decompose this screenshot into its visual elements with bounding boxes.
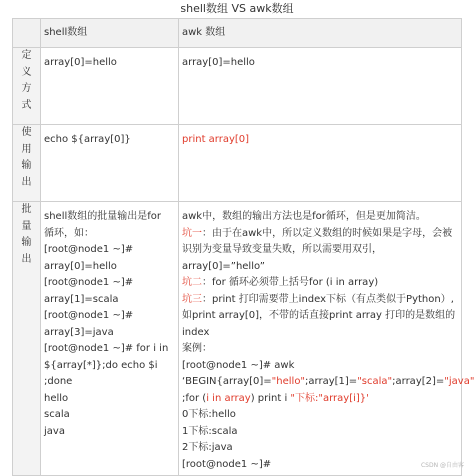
label-char: 出 [16, 252, 37, 269]
table-header-row [13, 19, 462, 48]
code-line: 循环，如： [44, 226, 175, 243]
code-line: ${array[*]};do echo $i [44, 358, 175, 375]
output-line: 2下标:java [182, 440, 458, 457]
header-awk: awk 数组 [179, 19, 462, 48]
code-line: [root@node1 ~]# [44, 275, 175, 292]
code-fragment: ;array[2]= [392, 376, 444, 387]
pit-two [182, 275, 458, 292]
shell-definition-cell: array[0]=hello [41, 48, 179, 125]
label-char: 式 [16, 98, 37, 115]
pit-three-text: ：print 打印需要带上index下标（有点类似于Python）,如print array[0]，不带的话直接print array 打印的是数组的index [182, 294, 455, 338]
output-line: 0下标:hello [182, 407, 458, 424]
pit-three [182, 292, 458, 342]
code-line: java [44, 424, 175, 441]
output-line: 1下标:scala [182, 424, 458, 441]
code-line: hello [44, 391, 175, 408]
watermark: CSDN @自由客 [421, 460, 464, 469]
code-line: array[0]=hello [44, 259, 175, 276]
table-row-definition [13, 48, 462, 125]
row-label-batch [13, 202, 41, 476]
header-shell: shell数组 [41, 19, 179, 48]
pit-three-label: 坑三 [182, 294, 202, 305]
code-string: "hello" [272, 376, 305, 387]
code-fragment: ‘BEGIN{array[0]= [182, 376, 272, 387]
table-row-usage [13, 125, 462, 202]
awk-definition-cell: array[0]=hello [179, 48, 462, 125]
awk-command-line: [root@node1 ~]# awk [182, 358, 458, 375]
code-line: [root@node1 ~]# [44, 308, 175, 325]
awk-command-line [182, 374, 458, 391]
pit-one-text: ：由于在awk中，所以定义数组的时候如果是字母，会被识别为变量导致变量失败，所以需要用双引，array[0]=”hello” [182, 228, 452, 272]
row-label-definition [13, 48, 41, 125]
awk-usage-cell: print array[0] [179, 125, 462, 202]
code-line: array[1]=scala [44, 292, 175, 309]
code-fragment: ;for ( [182, 393, 206, 404]
example-label: 案例： [182, 341, 458, 358]
header-empty-cell [13, 19, 41, 48]
label-char: 出 [16, 175, 37, 192]
label-char: 输 [16, 158, 37, 175]
code-fragment: ;array[1]= [305, 376, 357, 387]
code-keyword: i in array [206, 393, 250, 404]
label-char: 方 [16, 81, 37, 98]
code-line: scala [44, 407, 175, 424]
awk-intro: awk中，数组的输出方法也是for循环，但是更加简洁。 [182, 209, 458, 226]
awk-command-line [182, 391, 458, 408]
label-char: 定 [16, 48, 37, 65]
label-char: 量 [16, 219, 37, 236]
code-string: "下标:"array[i]}' [290, 393, 368, 404]
pit-one-label: 坑一 [182, 228, 202, 239]
label-char: 义 [16, 65, 37, 82]
pit-two-text: ：for 循环必须带上括号for (i in array) [202, 277, 378, 288]
label-char: 批 [16, 202, 37, 219]
table-row-batch [13, 202, 462, 476]
row-label-usage [13, 125, 41, 202]
code-string: "scala" [357, 376, 392, 387]
comparison-table [12, 18, 462, 476]
label-char: 用 [16, 142, 37, 159]
page-title: shell数组 VS awk数组 [0, 2, 474, 16]
pit-two-label: 坑二 [182, 277, 202, 288]
label-char: 使 [16, 125, 37, 142]
code-fragment: ) print i [251, 393, 291, 404]
label-char: 输 [16, 235, 37, 252]
code-string: "java" [444, 376, 474, 387]
code-line: shell数组的批量输出是for [44, 209, 175, 226]
awk-batch-cell [179, 202, 462, 476]
code-line: array[3]=java [44, 325, 175, 342]
code-line: ;done [44, 374, 175, 391]
shell-usage-cell: echo ${array[0]} [41, 125, 179, 202]
prompt-line: [root@node1 ~]# [182, 457, 458, 474]
shell-batch-cell [41, 202, 179, 476]
code-line: [root@node1 ~]# [44, 242, 175, 259]
code-line: [root@node1 ~]# for i in [44, 341, 175, 358]
pit-one [182, 226, 458, 276]
